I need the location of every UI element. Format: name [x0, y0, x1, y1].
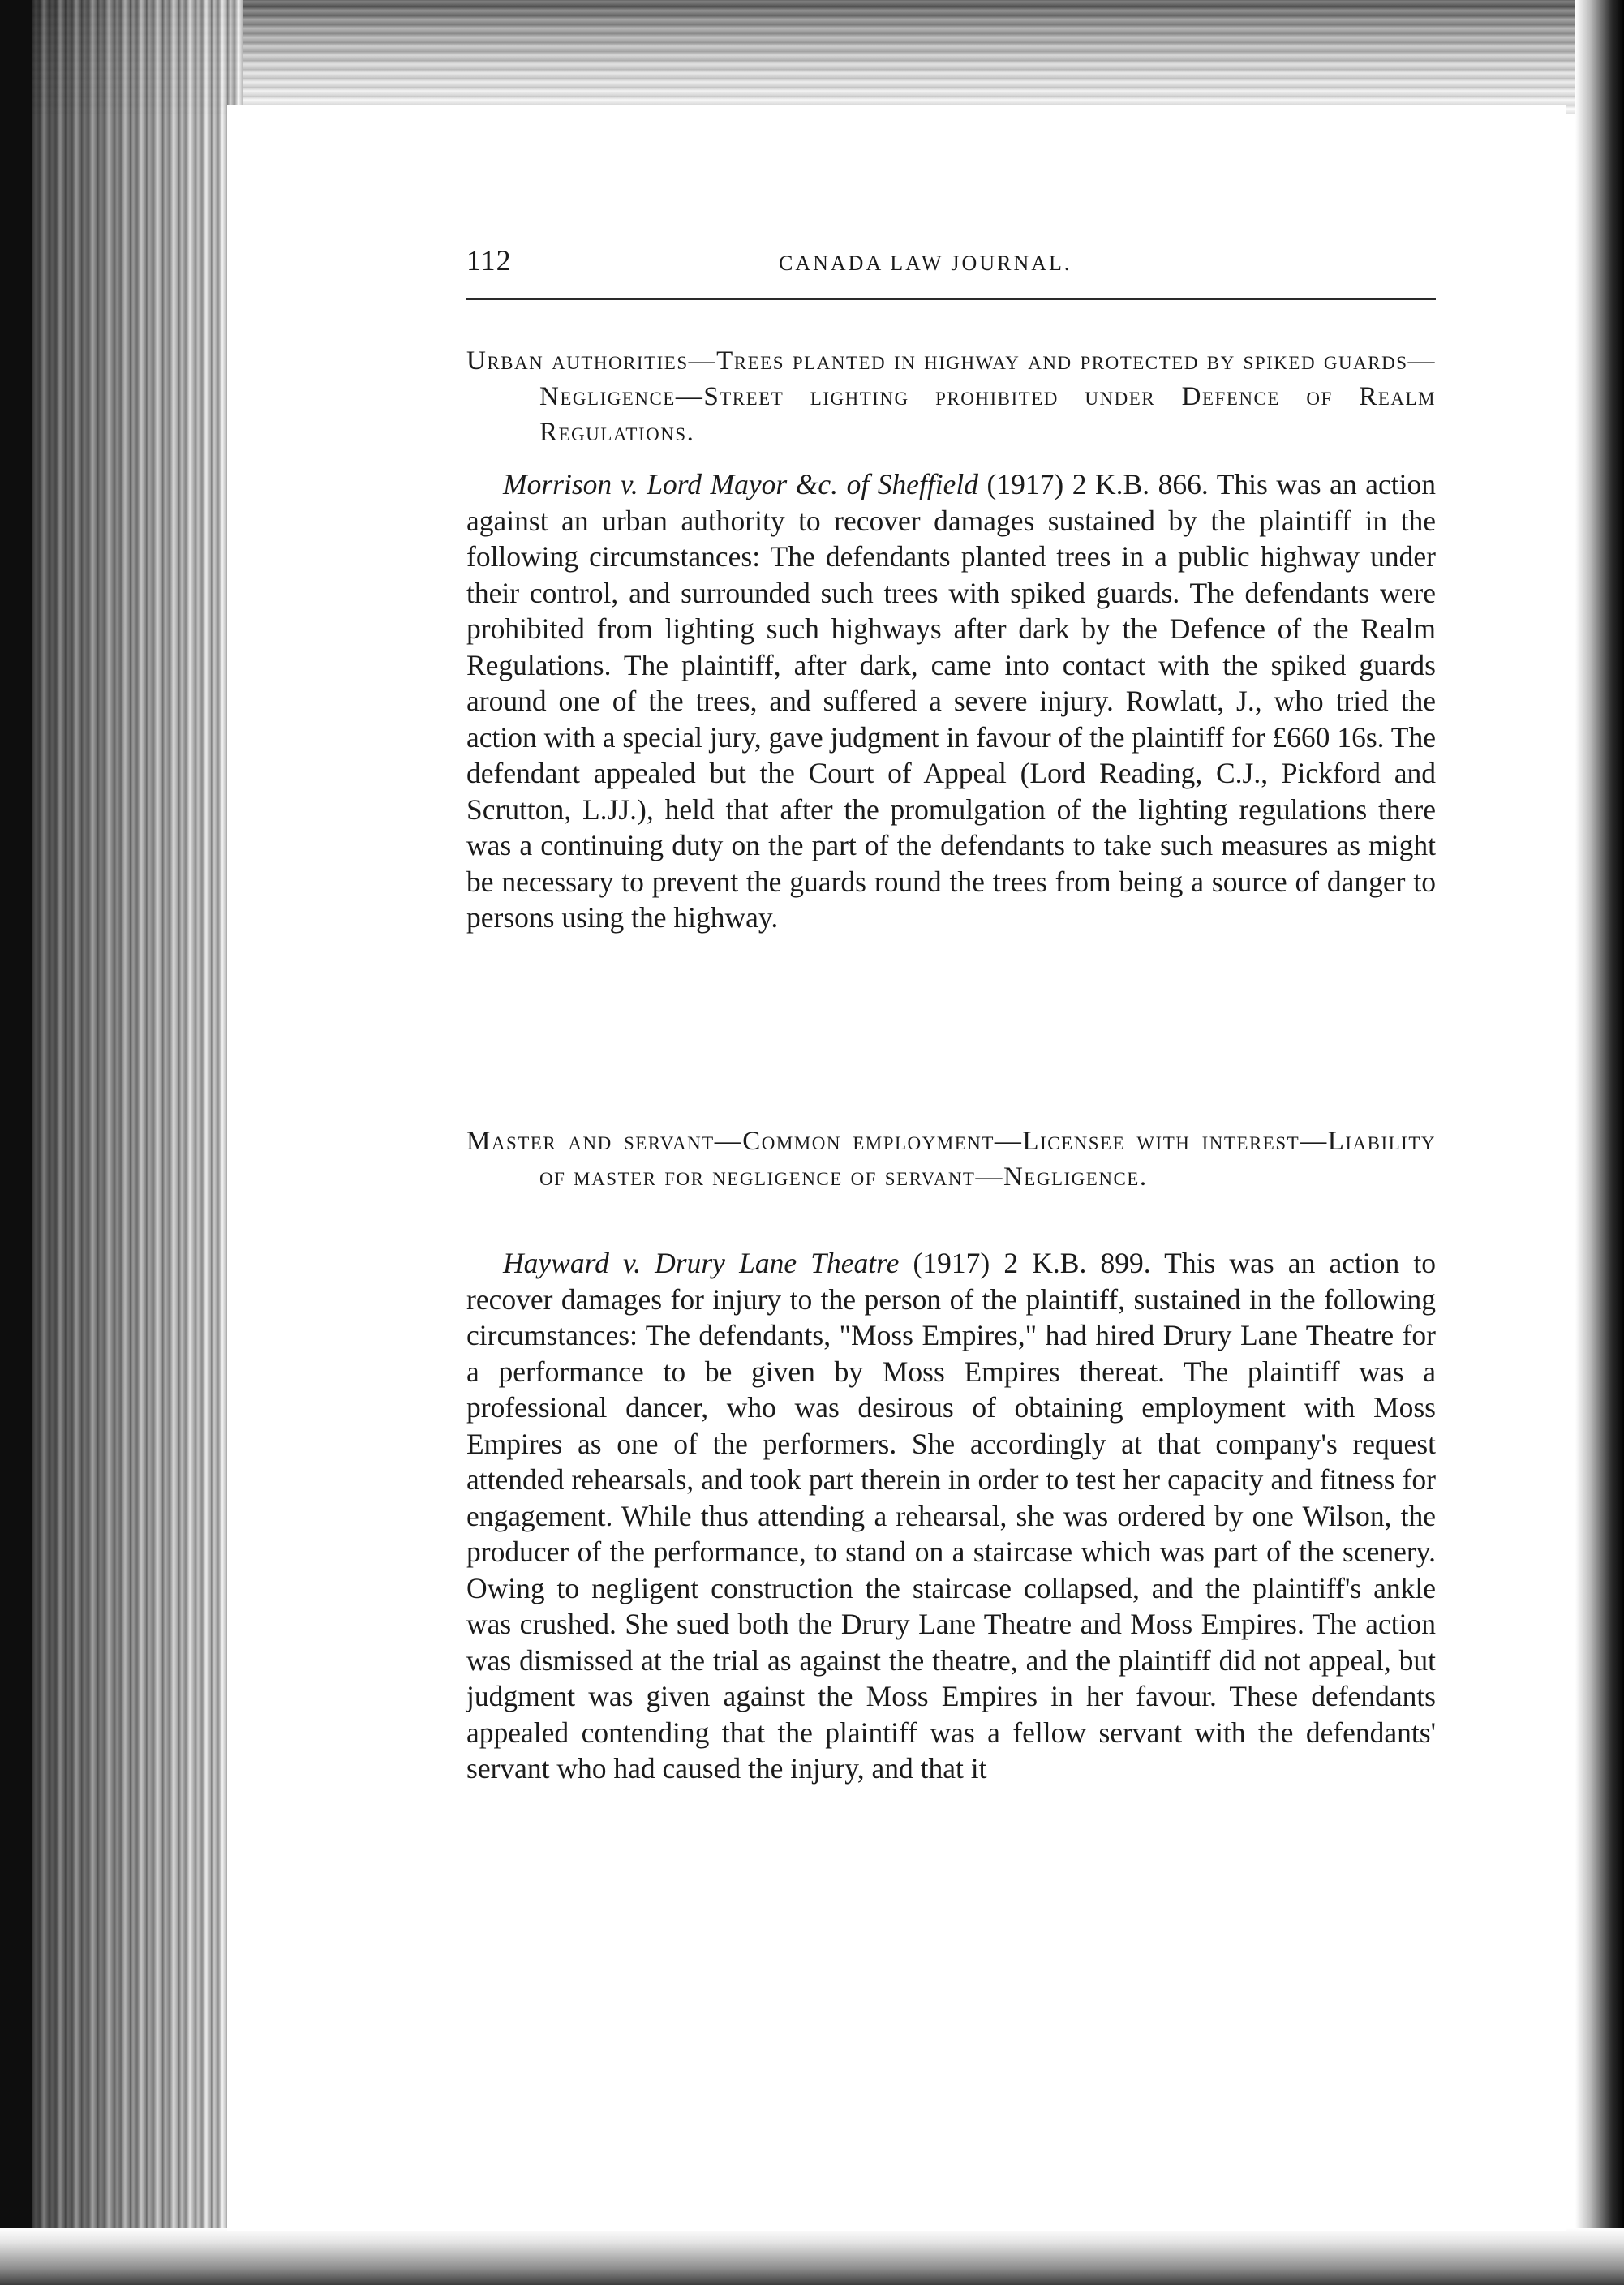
page-header [466, 243, 1440, 300]
case-body: This was an action to recover damages for injury to the person of the plaintiff, sustained in the following circumstances: The defendants, "Moss Empires," had hired Drury Lane Theatre for a performance to be given by Moss Empires thereat. The plaintiff was a professional dancer, who was desirous of obtaining employment with Moss Empires as one of the performers. She accordingly at that company's request attended rehearsals, and took part therein in order to test her capacity and fitness for engagement. While thus attending a rehearsal, she was ordered by one Wilson, the producer of the performance, to stand on a staircase which was part of the scenery. Owing to negligent construction the staircase collapsed, and the plaintiff's ankle was crushed. She sued both the Drury Lane Theatre and Moss Empires. The action was dismissed at the trial as against the theatre, and the plaintiff did not appeal, but judgment was given against the Moss Empires in her favour. These defendants appealed contending that the plaintiff was a fellow servant with the defendants' servant who had caused the injury, and that it [466, 1247, 1436, 1785]
section-1 [466, 343, 1436, 450]
scan-shadow-left-edge [0, 0, 32, 2285]
section-heading: Urban authorities—Trees planted in highway and protected by spiked guards—Negligence—Street lighting prohibited under Defence of Realm Regulations. [466, 346, 1436, 447]
case-citation: (1917) 2 K.B. 899. [913, 1247, 1151, 1279]
case-citation: (1917) 2 K.B. 866. [986, 468, 1209, 500]
case-paragraph [466, 466, 1436, 936]
header-rule [466, 298, 1436, 300]
case-name: Hayward v. Drury Lane Theatre [503, 1247, 900, 1279]
scan-shadow-top [0, 0, 1624, 114]
section-2 [466, 1123, 1436, 1195]
section-1-body [466, 466, 1436, 936]
scan-shadow-left [0, 0, 243, 2285]
page-number: 112 [466, 244, 512, 277]
section-2-body [466, 1245, 1436, 1787]
scan-shadow-bottom [0, 2228, 1624, 2285]
case-paragraph [466, 1245, 1436, 1787]
running-title: CANADA LAW JOURNAL. [779, 251, 1072, 275]
scan-shadow-right [1575, 0, 1624, 2285]
case-body: This was an action against an urban authority to recover damages sustained by the plaintiff in the following circumstances: The defendants planted trees in a public highway under their control, and surrounded such trees with spiked guards. The defendants were prohibited from lighting such highways after dark by the Defence of the Realm Regulations. The plaintiff, after dark, came into contact with the spiked guards around one of the trees, and suffered a severe injury. Rowlatt, J., who tried the action with a special jury, gave judgment in favour of the plaintiff for £660 16s. The defendant appealed but the Court of Appeal (Lord Reading, C.J., Pickford and Scrutton, L.JJ.), held that after the promulgation of the lighting regulations there was a continuing duty on the part of the defendants to take such measures as might be necessary to prevent the guards round the trees from being a source of danger to persons using the highway. [466, 468, 1436, 934]
case-name: Morrison v. Lord Mayor &c. of Sheffield [503, 468, 978, 500]
section-heading: Master and servant—Common employment—Licensee with interest—Liability of master for negligence of servant—Negligence. [466, 1127, 1436, 1192]
